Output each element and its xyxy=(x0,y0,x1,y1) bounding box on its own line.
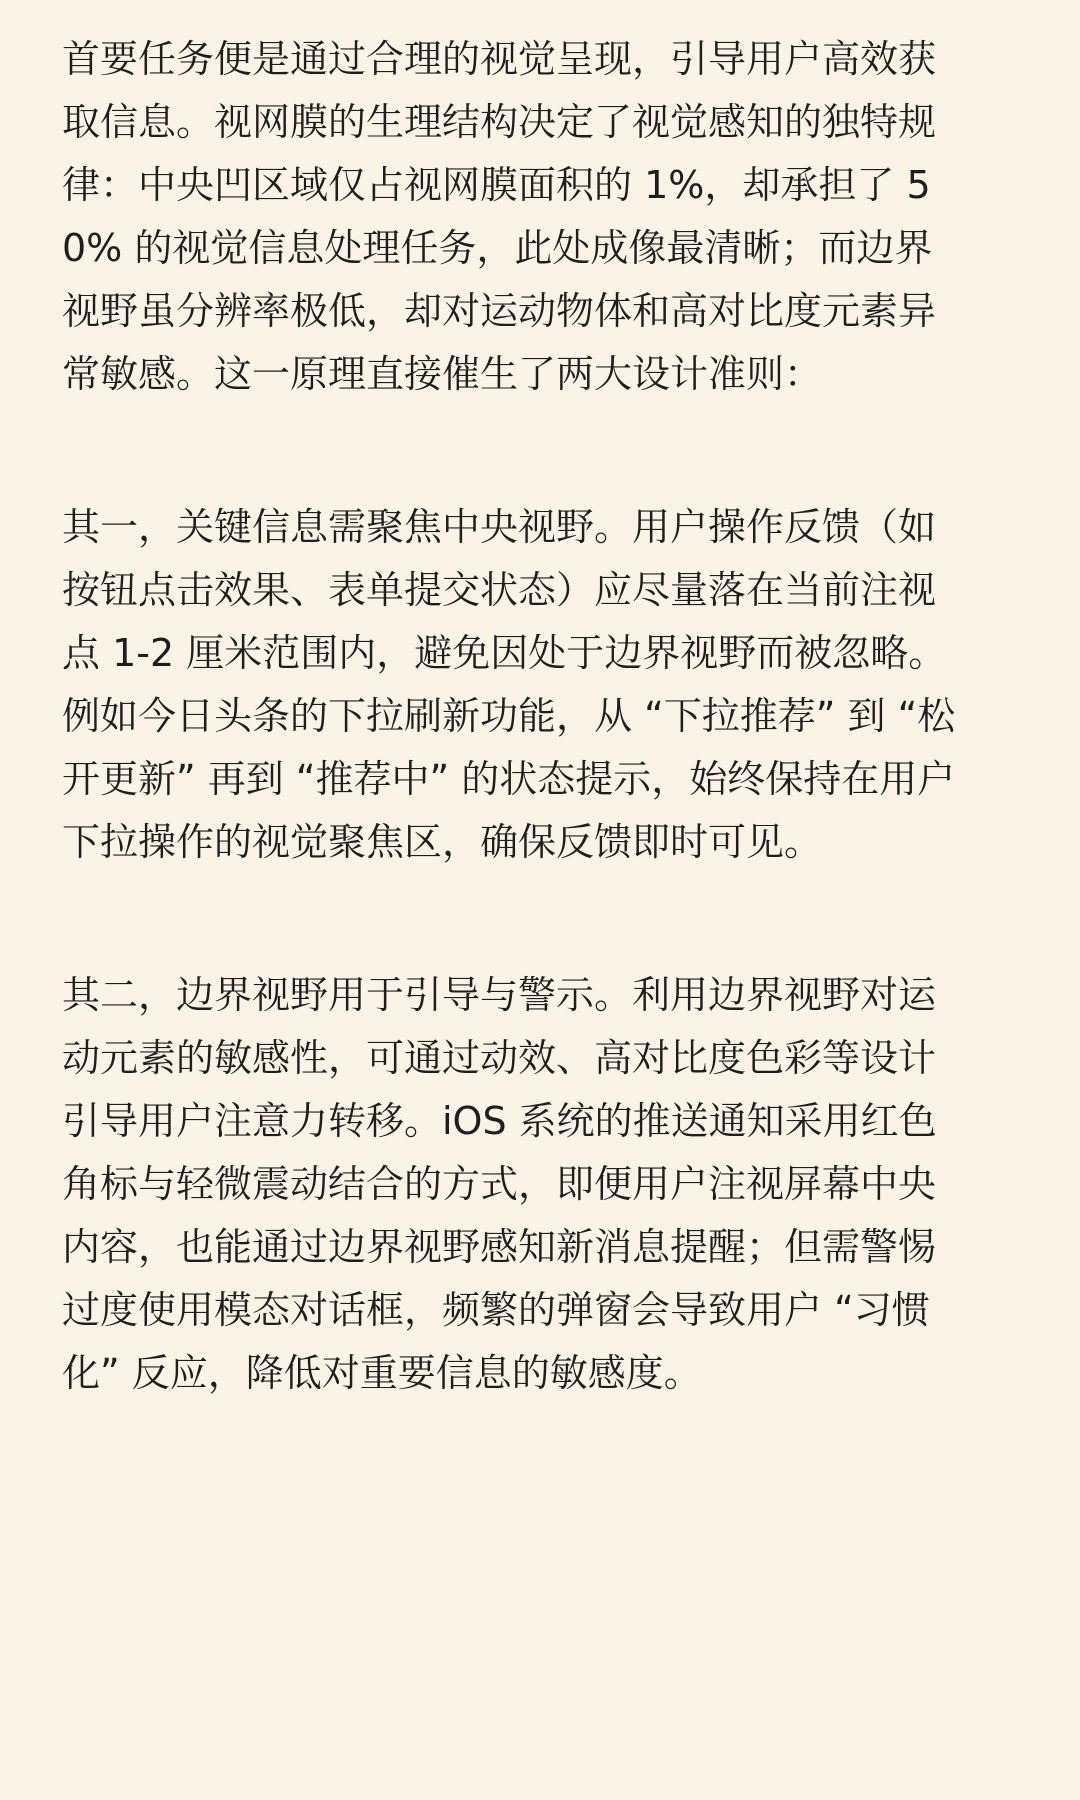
text-line: 其一，关键信息需聚焦中央视野。用户操作反馈（如 xyxy=(62,505,937,549)
text-line: 角标与轻微震动结合的方式，即便用户注视屏幕中央 xyxy=(62,1162,937,1206)
text-line: 动元素的敏感性，可通过动效、高对比度色彩等设计 xyxy=(62,1036,937,1080)
paragraph-gap xyxy=(62,874,1018,964)
text-line: 其二，边界视野用于引导与警示。利用边界视野对运 xyxy=(62,973,937,1017)
text-line: 视野虽分辨率极低，却对运动物体和高对比度元素异 xyxy=(62,289,937,333)
text-line: 按钮点击效果、表单提交状态）应尽量落在当前注视 xyxy=(62,568,937,612)
paragraph-gap xyxy=(62,406,1018,496)
text-line: 例如今日头条的下拉刷新功能，从 “下拉推荐” 到 “松 xyxy=(62,694,956,738)
text-line: 过度使用模态对话框，频繁的弹窗会导致用户 “习惯 xyxy=(62,1288,930,1332)
text-line: 开更新” 再到 “推荐中” 的状态提示，始终保持在用户 xyxy=(62,757,956,801)
text-line: 化” 反应，降低对重要信息的敏感度。 xyxy=(62,1351,702,1395)
paragraph-principle-two xyxy=(62,964,1018,1405)
paragraph-intro xyxy=(62,28,1018,406)
text-line: 首要任务便是通过合理的视觉呈现，引导用户高效获 xyxy=(62,37,937,81)
text-line: 引导用户注意力转移。iOS 系统的推送通知采用红色 xyxy=(62,1099,937,1143)
text-line: 点 1-2 厘米范围内，避免因处于边界视野而被忽略。 xyxy=(62,631,947,675)
text-line: 取信息。视网膜的生理结构决定了视觉感知的独特规 xyxy=(62,100,937,144)
text-line: 0% 的视觉信息处理任务，此处成像最清晰；而边界 xyxy=(62,226,933,270)
text-line: 内容，也能通过边界视野感知新消息提醒；但需警惕 xyxy=(62,1225,937,1269)
text-line: 常敏感。这一原理直接催生了两大设计准则： xyxy=(62,352,823,396)
paragraph-principle-one xyxy=(62,496,1018,874)
text-line: 律：中央凹区域仅占视网膜面积的 1%，却承担了 5 xyxy=(62,163,931,207)
text-line: 下拉操作的视觉聚焦区，确保反馈即时可见。 xyxy=(62,820,823,864)
